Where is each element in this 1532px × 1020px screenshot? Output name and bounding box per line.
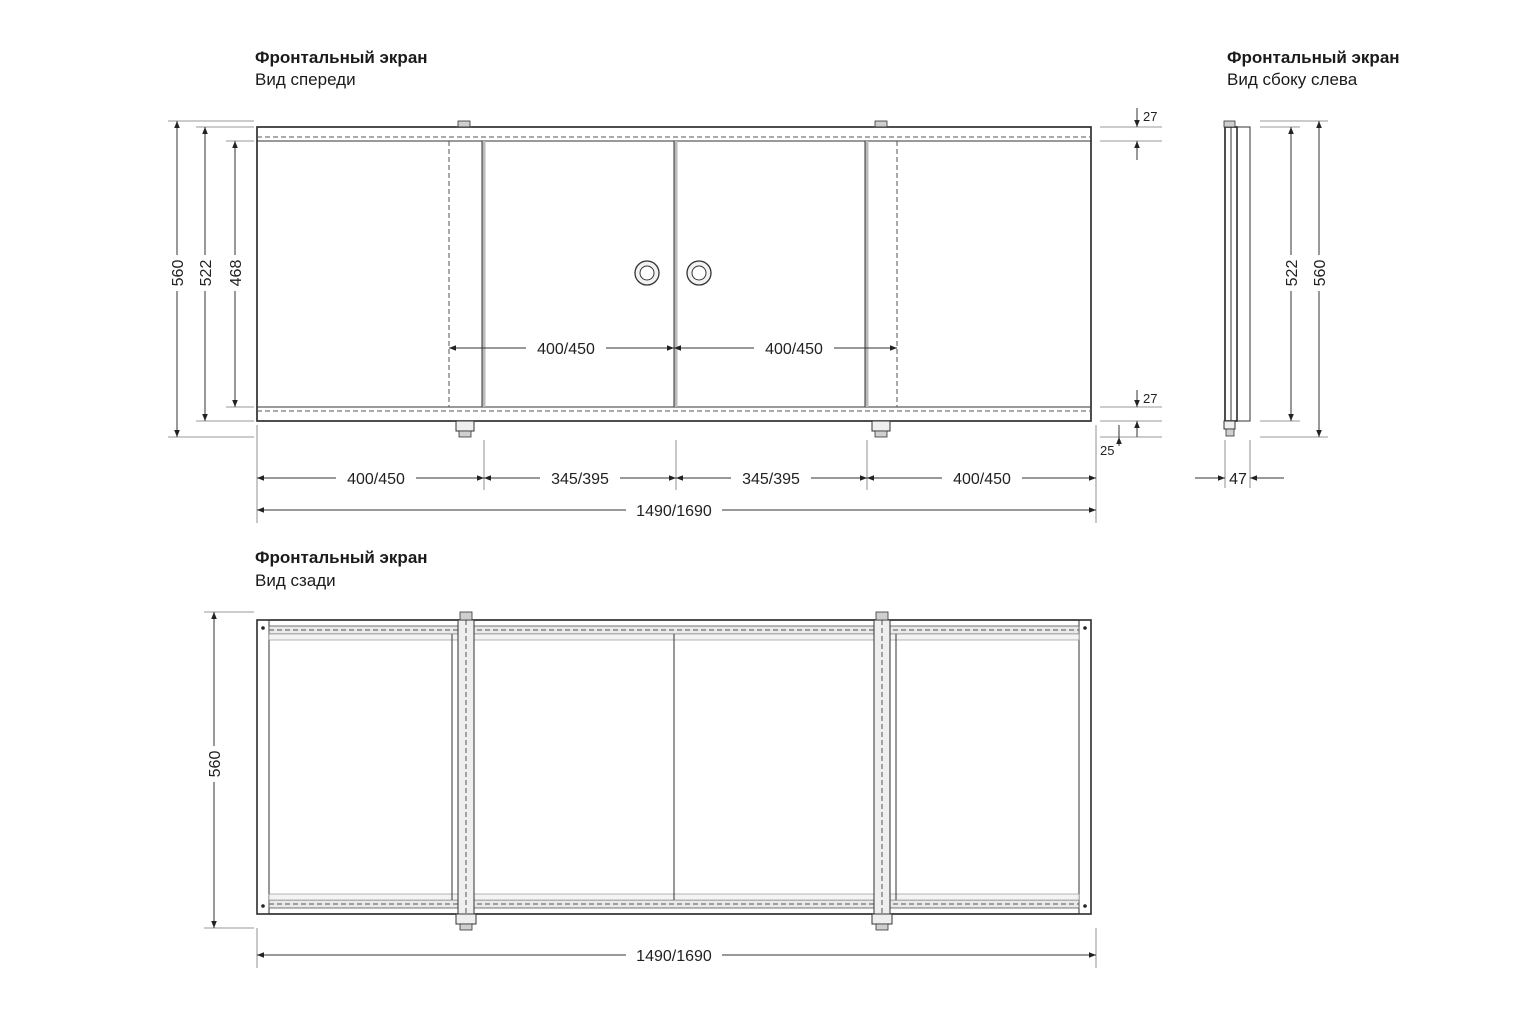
screw-icon xyxy=(261,904,265,908)
handle-icon xyxy=(687,261,711,285)
handle-icon xyxy=(635,261,659,285)
top-clip-icon xyxy=(873,121,889,127)
rail-bottom-dimension: 27 xyxy=(1143,391,1158,406)
back-view xyxy=(204,612,1096,968)
side-height-panel: 522 xyxy=(1284,259,1301,287)
foot-dimension: 25 xyxy=(1100,443,1115,458)
front-overall-width: 1490/1690 xyxy=(636,503,712,520)
segment-4-dimension: 400/450 xyxy=(953,471,1011,488)
segment-2-dimension: 345/395 xyxy=(551,471,609,488)
front-height-total: 560 xyxy=(170,259,187,287)
screw-icon xyxy=(1083,904,1087,908)
back-overall-width: 1490/1690 xyxy=(636,948,712,965)
front-view-title: Фронтальный экран xyxy=(255,48,428,67)
segment-1-dimension: 400/450 xyxy=(347,471,405,488)
side-height-total: 560 xyxy=(1312,259,1329,287)
inner-right-dimension: 400/450 xyxy=(765,341,823,358)
rail-top-dimension: 27 xyxy=(1143,109,1158,124)
screw-icon xyxy=(1083,626,1087,630)
support-post xyxy=(456,612,476,930)
side-view-subtitle: Вид сбоку слева xyxy=(1227,70,1358,89)
screw-icon xyxy=(261,626,265,630)
side-depth-dimension: 47 xyxy=(1229,471,1247,488)
support-post xyxy=(872,612,892,930)
front-height-inner: 468 xyxy=(228,259,245,287)
back-view-title: Фронтальный экран xyxy=(255,548,428,567)
side-view-title: Фронтальный экран xyxy=(1227,48,1400,67)
side-view xyxy=(1195,121,1329,488)
segment-3-dimension: 345/395 xyxy=(742,471,800,488)
inner-left-dimension: 400/450 xyxy=(537,341,595,358)
foot-icon xyxy=(872,421,890,437)
front-height-panel: 522 xyxy=(198,259,215,287)
back-height-total: 560 xyxy=(207,750,224,778)
top-clip-icon xyxy=(456,121,472,127)
back-view-subtitle: Вид сзади xyxy=(255,571,336,590)
foot-icon xyxy=(456,421,474,437)
front-view xyxy=(167,108,1162,523)
front-view-subtitle: Вид спереди xyxy=(255,70,356,89)
